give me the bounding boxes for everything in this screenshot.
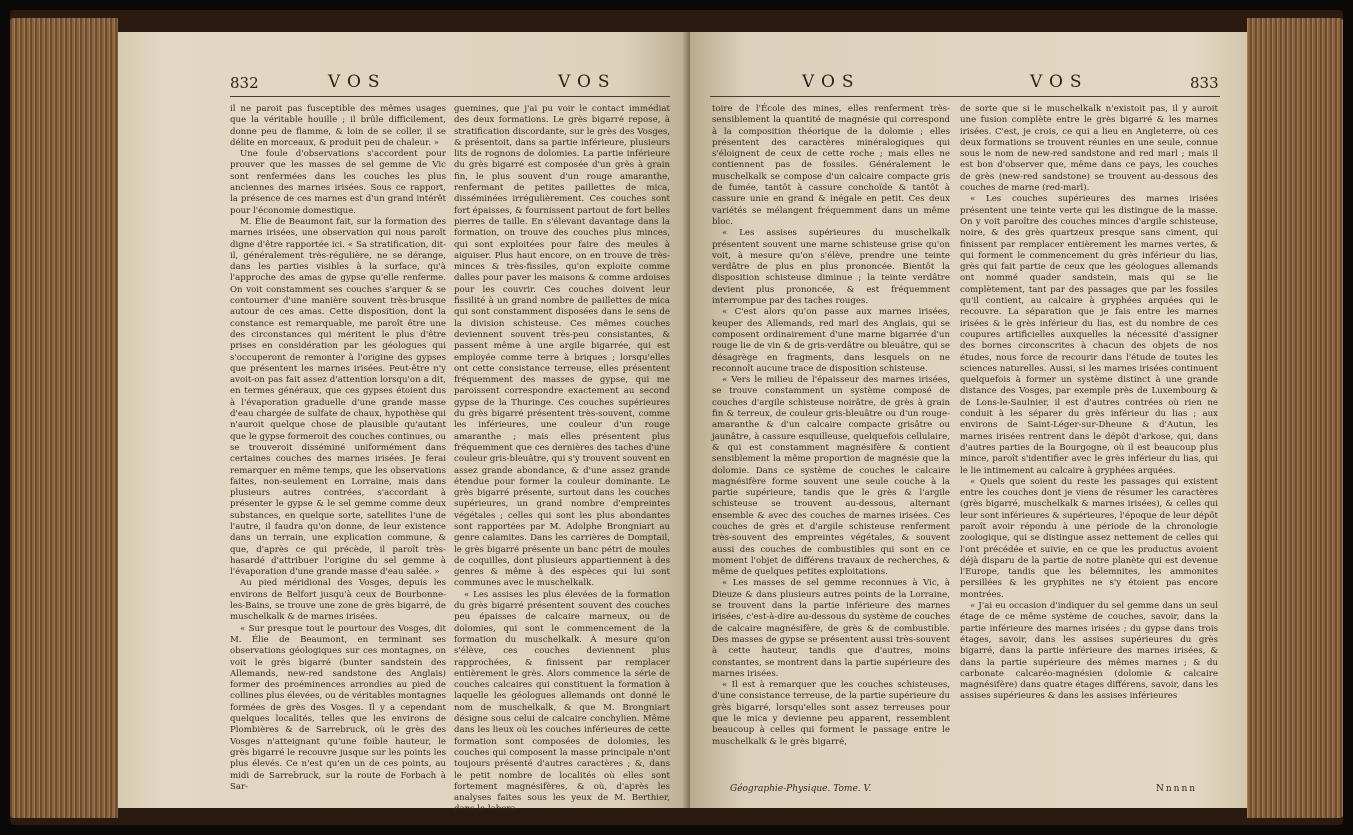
right-page-edges [1247,18,1343,818]
running-head: VOS [328,72,387,92]
paragraph: Au pied méridional des Vosges, depuis les environs de Belfort jusqu'à ceux de Bourbonne-les-Bains, se trouve une zone de grès bigarré, de muschelkalk & de marnes irisées. [230,578,446,623]
paragraph: « Il est à remarquer que les couches schisteuses, d'une consistance terreuse, de la partie supérieure du grès bigarré, lorsqu'elles sont assez terreuses pour que le mica y devienne peu apparent, ressemblent beaucoup à celles qui forment le passage entre le muschelkalk & le grès bigarré, [712,680,950,747]
paragraph: « Quels que soient du reste les passages qui existent entre les couches dont je viens de résumer les caractères (grès bigarré, muschelkalk & marnes irisées), & celles qui leur sont inférieures & supérieures, l'époque de leur dépôt paroît avoir répondu à une période de la chronologie zoologique, qui se distingue assez nettement de celles qui l'ont précédée et suivie, en ce que les productus avoient déjà disparu de la partie de notre planète qui est devenue l'Europe, tandis que les bélemnites, les ammonites persillées & les gryphites ne s'y étoient pas encore montrées. [960,476,1218,600]
running-head: VOS [558,72,617,92]
paragraph: Une foule d'observations s'accordent pour prouver que les masses de sel gemme de Vic sont renfermées dans les couches les plus anciennes des marnes irisées. Sous ce rapport, la présence de ces marnes est d'un grand intérêt pour l'économie domestique. [230,149,446,216]
paragraph: « Vers le milieu de l'épaisseur des marnes irisées, se trouve constamment un système composé de couches d'argile schisteuse noirâtre, de grès à grain fin & terreux, de couleur gris-bleuâtre ou d'un rouge-amaranthe & d'un calcaire compacte grisâtre ou jaunâtre, à cassure esquilleuse, quelquefois cellulaire, & qui est constamment magnésifère & contient sensiblement la même proportion de magnésie que la dolomie. Dans ce système de couches le calcaire magnésifère forme souvent une seule couche à la partie supérieure, tandis que le grès & l'argile schisteuse se trouvent au-dessous, alternant ensemble & avec des couches de marnes irisées. Ces couches de grès et d'argile schisteuse renferment très-souvent des empreintes végétales, & souvent aussi des couches de combustibles qui sont en ce moment l'objet de différens travaux de recherches, & même de quelques petites exploitations. [712,375,950,578]
signature-mark: Nnnnn [1156,784,1198,794]
left-page [118,32,690,815]
running-head: VOS [1030,72,1089,92]
paragraph: « Les couches supérieures des marnes irisées présentent une teinte verte qui les distingue de la masse. On y voit paroître des couches minces d'argile schisteuse, noire, & des grès quartzeux presque sans ciment, qui finissent par remplacer entièrement les marnes vertes, & qui forment le commencement du grès inférieur du lias, grès qui fait partie de ceux que les géologues allemands ont nommé quader sandstein, mais qui se lie complètement, tant par des passages que par les fossiles qu'il contient, au calcaire à gryphées arquées qui le recouvre. La séparation que je fais entre les marnes irisées & le grès inférieur du lias, est du nombre de ces coupures artificielles auxquelles la nécessité d'assigner des bornes circonscrites à chacun des objets de nos études, nous force de recourir dans l'étude de toutes les sciences naturelles. Aussi, si les marnes irisées continuent quelquefois à former un système distinct à une grande distance des Vosges, par exemple près de Luxembourg & de Lons-le-Saulnier, il est d'autres contrées où rien ne conduit à les séparer du grès inférieur du lias ; aux environs de Saint-Léger-sur-Dheune & d'Autun, les marnes irisées rentrent dans le dépôt d'arkose, qui, dans d'autres parties de la Bourgogne, où il est beaucoup plus mince, paroît s'identifier avec le grès inférieur du lias, qui le lie intimement au calcaire à gryphées arquées. [960,194,1218,476]
paragraph: « J'ai eu occasion d'indiquer du sel gemme dans un seul étage de ce même système de couches, savoir, dans la partie inférieure des marnes irisées ; du gypse dans trois étages, savoir, dans les assises supérieures du grès bigarré, dans la partie inférieure des marnes irisées, & dans la partie supérieure des mêmes marnes ; & du carbonate calcaréo-magnésien (dolomie & calcaire magnésifère) dans quatre étages différens, savoir, dans les assises supérieures & dans les assises inférieures [960,601,1218,702]
header-rule [230,96,670,97]
paragraph: de sorte que si le muschelkalk n'existoit pas, il y auroit une fusion complète entre le grès bigarré & les marnes irisées. C'est, je crois, ce qui a lieu en Angleterre, où ces deux formations se trouvent réunies en une seule, connue sous le nom de new-red sandstone and red marl ; mais il est bon d'observer que, même dans ce pays, les couches de grès (new-red sandstone) se trouvent au-dessous des couches de marne (red-marl). [960,104,1218,194]
paragraph: M. Élie de Beaumont fait, sur la formation des marnes irisées, une observation qui nous paroît digne d'être rapportée ici. « Sa stratification, dit-il, généralement très-régulière, ne se dérange, dans les parties visibles à la surface, qu'à l'approche des amas de gypse qu'elle renferme. On voit constamment ses couches s'arquer & se contourner d'une manière souvent très-brusque autour de ces amas. Cette disposition, dont la constance est remarquable, me paroît être une des circonstances qui méritent le plus d'être prises en considération par les géologues qui s'occuperont de remonter à l'origine des gypses que présentent les marnes irisées. Peut-être n'y avoit-on pas fait assez d'attention lorsqu'on a dit, en termes généraux, que ces gypses étoient dus à l'évaporation graduelle d'une grande masse d'eau chargée de sulfate de chaux, hypothèse qui n'auroit quelque chose de plausible qu'autant que le gypse formeroit des couches continues, ou se trouveroit disséminé uniformément dans certaines couches des marnes irisées. Je ferai remarquer en même temps, que les observations faites, non-seulement en Lorraine, mais dans plusieurs autres contrées, s'accordant à présenter le gypse & le sel gemme comme deux substances, en quelque sorte, satellites l'une de l'autre, il faudra qu'on donne, de leur existence dans un terrain, une explication commune, & que, d'après ce qui précède, il paroît très-hasardé d'attribuer l'origine du sel gemme à l'évaporation d'une grande masse d'eau salée. » [230,216,446,578]
page-number: 832 [230,74,259,92]
paragraph: « Les assises supérieures du muschelkalk présentent souvent une marne schisteuse grise qu'on voit, à mesure qu'on s'élève, prendre une teinte verdâtre de plus en plus prononcée. Bientôt la disposition schisteuse diminue ; la teinte verdâtre devient plus prononcée, & est fréquemment interrompue par des taches rouges. [712,228,950,307]
paragraph: il ne paroit pas fusceptible des mêmes usages que la véritable houille ; il brûle difficilement, donne peu de flamme, & loin de se coller, il se délite en morceaux, & produit peu de chaleur. » [230,104,446,148]
paragraph: « C'est alors qu'on passe aux marnes irisées, keuper des Allemands, red marl des Anglais, qui se composent ordinairement d'une marne bigarrée d'un rouge lie de vin & de gris-verdâtre ou bleuâtre, qui se désagrège en fragments, dans lesquels on ne reconnoît aucune trace de disposition schisteuse. [712,307,950,374]
paragraph: « Les masses de sel gemme reconnues à Vic, à Dieuze & dans plusieurs autres points de la Lorraine, se trouvent dans la partie inférieure des marnes irisées, c'est-à-dire au-dessous du système de couches de calcaire magnésifère, de grès & de combustible. Des masses de gypse se présentent aussi très-souvent à cette hauteur, tandis que d'autres, moins constantes, se montrent dans la partie supérieure des marnes irisées. [712,578,950,679]
open-book [10,10,1343,825]
paragraph: « Les assises les plus élevées de la formation du grès bigarré présentent souvent des couches peu épaisses de calcaire marneux, ou de dolomies, qui sont le commencement de la formation du muschelkalk. À mesure qu'on s'élève, ces couches deviennent plus rapprochées, & finissent par remplacer entièrement le grès. Alors commence la série de couches calcaires qui constituent la formation à laquelle les géologues allemands ont donné le nom de muschelkalk, & que M. Brongniart désigne sous celui de calcaire conchylien. Même dans les lieux où les couches inférieures de cette formation sont composées de dolomies, les couches qui composent la masse principale n'ont toujours présenté d'autres caractères ; &, dans le petit nombre de localités où elles sont fortement magnésifères, & où, d'après les analyses faites sous les yeux de M. Berthier, dans le labora- [454,589,670,815]
text-column-1 [712,104,950,748]
paragraph: « Sur presque tout le pourtour des Vosges, dit M. Élie de Beaumont, en terminant ses observations géologiques sur ces montagnes, on voit le grès bigarré (bunter sandstein des Allemands, new-red sandstone des Anglais) former des proéminences arrondies au pied de collines plus élevées, ou de véritables montagnes formées de grès des Vosges. Il y a cependant quelques localités, telles que les environs de Plombières & de Sarrebruck, où le grès des Vosges n'atteignant qu'une foible hauteur, le grès bigarré le recouvre jusque sur les points les plus élevés. Ce n'est qu'en un de ces points, au midi de Sarrebruck, sur la route de Forbach à Sar- [230,623,446,792]
right-page [690,32,1247,808]
text-column-2 [454,104,670,816]
text-column-1 [230,104,446,793]
paragraph: guemines, que j'ai pu voir le contact immédiat des deux formations. Le grès bigarré repose, à stratification discordante, sur le grès des Vosges, & présentoit, dans sa partie inférieure, plusieurs lits de rognons de dolomies. La partie inférieure du grès bigarré est composée d'un grès à grain fin, le plus souvent d'un rouge amaranthe, renfermant de petites paillettes de mica, disséminées irrégulièrement. Ces couches sont fort épaisses, & fournissent partout de fort belles pierres de taille. En s'élevant davantage dans la formation, on trouve des couches plus minces, qui sont exploitées pour faire des meules à aiguiser. Plus haut encore, on en trouve de très-minces & très-fissiles, qu'on exploite comme dalles pour paver les maisons & comme ardoises pour les couvrir. Ces couches doivent leur fissilité à un grand nombre de paillettes de mica qui sont constamment disposées dans le sens de la division schisteuse. Ces mêmes couches deviennent souvent très-peu consistantes, & passent même à une argile bigarrée, qui est employée comme terre à briques ; lorsqu'elles ont cette consistance terreuse, elles présentent fréquemment des masses de gypse, qui me paroissent correspondre exactement au second gypse de la Thuringe. Ces couches supérieures du grès bigarré présentent très-souvent, comme les inférieures, une couleur d'un rouge amaranthe ; mais elles présentent plus fréquemment que ces dernières des taches d'une couleur gris-bleuâtre, qui s'y trouvent souvent en assez grande abondance, & d'une assez grande étendue pour former la couleur dominante. Le grès bigarré présente, surtout dans les couches supérieures, un grand nombre d'empreintes végétales ; celles qui sont les plus abondantes sont rapportées par M. Adolphe Brongniart au genre calamites. Dans les carrières de Domptail, le grès bigarré présente un banc pétri de moules de coquilles, dont plusieurs appartiennent à des genres & même à des espèces qui lui sont communes avec le muschelkalk. [454,104,670,589]
left-page-edges [10,18,118,818]
page-footer: Géographie-Physique. Tome. V. [730,784,872,794]
page-number: 833 [1190,74,1219,92]
header-rule [710,96,1220,97]
paragraph: toire de l'École des mines, elles renferment très-sensiblement la quantité de magnésie qui correspond à la composition théorique de la dolomie ; elles présentent des caractères minéralogiques qui s'éloignent de ceux de cette roche ; mais elles ne contiennent pas de fossiles. Généralement le muschelkalk se compose d'un calcaire compacte gris de fumée, tantôt à cassure conchoïde & tantôt à cassure unie en grand & inégale en petit. Ces deux variétés se mélangent fréquemment dans un même bloc. [712,104,950,227]
running-head: VOS [802,72,861,92]
text-column-2 [960,104,1218,703]
